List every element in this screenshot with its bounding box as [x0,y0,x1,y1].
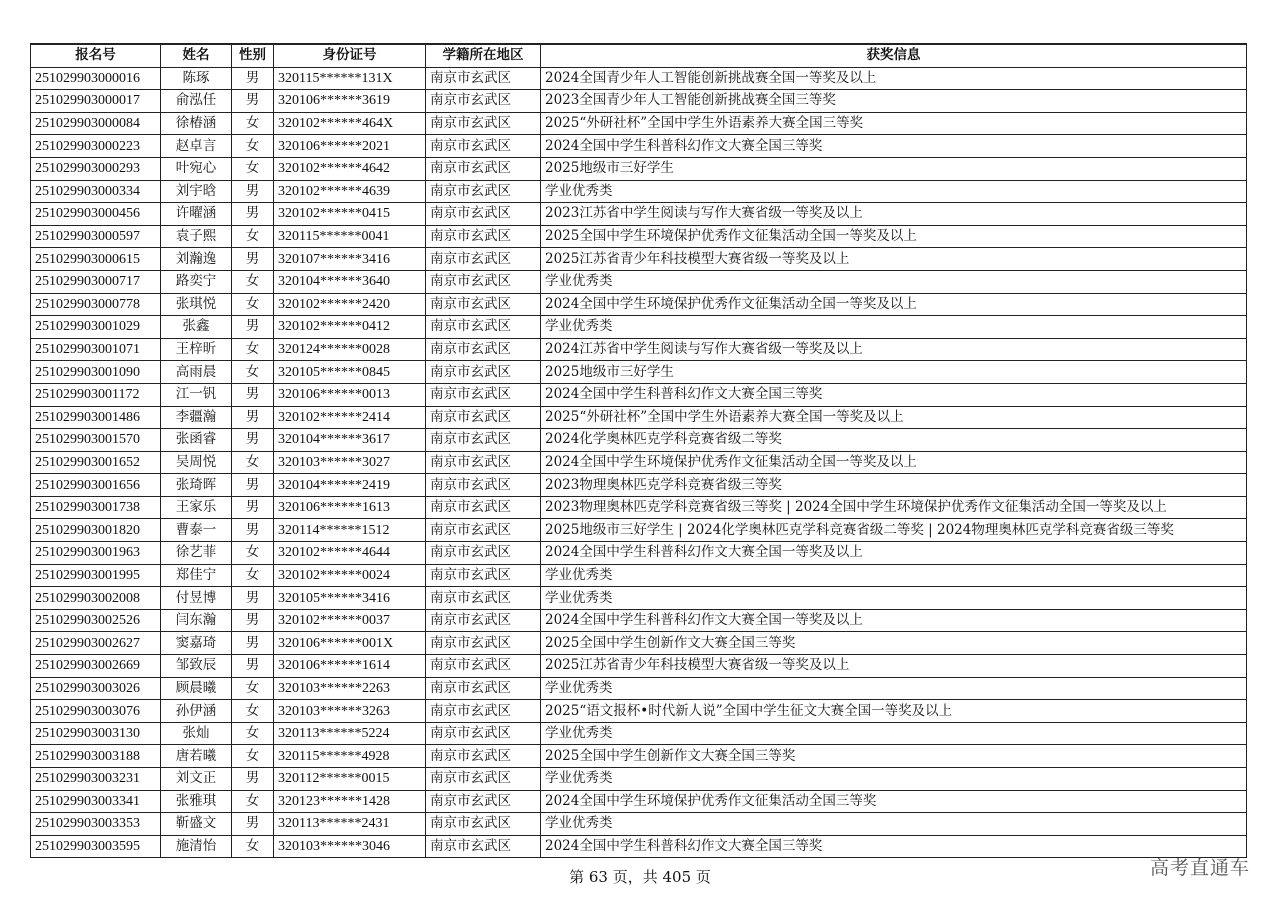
cell-region: 南京市玄武区 [426,67,541,90]
table-row [31,813,1247,836]
cell-gender: 男 [232,632,274,655]
cell-region: 南京市玄武区 [426,338,541,361]
cell-name: 江一钒 [161,383,232,406]
cell-id-card: 320114******1512 [274,519,426,542]
cell-registration-no: 251029903003130 [31,722,161,745]
cell-registration-no: 251029903000084 [31,112,161,135]
cell-name: 赵卓言 [161,135,232,158]
cell-id-card: 320105******0845 [274,361,426,384]
cell-registration-no: 251029903003341 [31,790,161,813]
cell-region: 南京市玄武区 [426,700,541,723]
table-row [31,722,1247,745]
table-row [31,564,1247,587]
cell-gender: 女 [232,722,274,745]
table-row [31,248,1247,271]
cell-region: 南京市玄武区 [426,542,541,565]
cell-awards: 2025“外研社杯”全国中学生外语素养大赛全国三等奖 [541,112,1247,135]
cell-gender: 女 [232,564,274,587]
cell-awards: 学业优秀类 [541,587,1247,610]
cell-name: 窦嘉琦 [161,632,232,655]
cell-region: 南京市玄武区 [426,293,541,316]
cell-id-card: 320104******2419 [274,474,426,497]
header-gender: 性别 [232,44,274,67]
cell-region: 南京市玄武区 [426,677,541,700]
cell-awards: 2023江苏省中学生阅读与写作大赛省级一等奖及以上 [541,203,1247,226]
cell-id-card: 320115******0041 [274,225,426,248]
cell-id-card: 320106******001X [274,632,426,655]
cell-name: 叶宛心 [161,157,232,180]
cell-gender: 女 [232,745,274,768]
cell-region: 南京市玄武区 [426,745,541,768]
cell-name: 孙伊涵 [161,700,232,723]
cell-region: 南京市玄武区 [426,609,541,632]
cell-region: 南京市玄武区 [426,225,541,248]
cell-region: 南京市玄武区 [426,90,541,113]
cell-name: 吴周悦 [161,451,232,474]
cell-awards: 2024全国中学生科普科幻作文大赛全国三等奖 [541,135,1247,158]
cell-gender: 男 [232,383,274,406]
cell-gender: 男 [232,474,274,497]
cell-gender: 男 [232,248,274,271]
cell-region: 南京市玄武区 [426,722,541,745]
cell-awards: 2024全国青少年人工智能创新挑战赛全国一等奖及以上 [541,67,1247,90]
cell-id-card: 320113******5224 [274,722,426,745]
cell-id-card: 320102******4639 [274,180,426,203]
cell-name: 刘文正 [161,768,232,791]
header-awards: 获奖信息 [541,44,1247,67]
cell-region: 南京市玄武区 [426,632,541,655]
table-row [31,406,1247,429]
cell-registration-no: 251029903001995 [31,564,161,587]
cell-name: 李疆瀚 [161,406,232,429]
cell-name: 刘宇晗 [161,180,232,203]
cell-region: 南京市玄武区 [426,316,541,339]
cell-gender: 男 [232,519,274,542]
cell-region: 南京市玄武区 [426,496,541,519]
cell-gender: 女 [232,677,274,700]
table-row [31,225,1247,248]
cell-region: 南京市玄武区 [426,587,541,610]
cell-id-card: 320103******2263 [274,677,426,700]
header-registration-no: 报名号 [31,44,161,67]
table-row [31,632,1247,655]
cell-gender: 女 [232,542,274,565]
cell-id-card: 320112******0015 [274,768,426,791]
cell-region: 南京市玄武区 [426,655,541,678]
header-name: 姓名 [161,44,232,67]
cell-awards: 2023物理奥林匹克学科竞赛省级三等奖 [541,474,1247,497]
cell-awards: 2023物理奥林匹克学科竞赛省级三等奖 | 2024全国中学生环境保护优秀作文征集活动全国一等奖及以上 [541,496,1247,519]
cell-region: 南京市玄武区 [426,768,541,791]
cell-gender: 女 [232,361,274,384]
header-id-card: 身份证号 [274,44,426,67]
table-row [31,112,1247,135]
cell-gender: 女 [232,451,274,474]
cell-name: 王家乐 [161,496,232,519]
cell-gender: 女 [232,293,274,316]
cell-id-card: 320115******4928 [274,745,426,768]
cell-registration-no: 251029903001820 [31,519,161,542]
table-row [31,587,1247,610]
cell-awards: 2025地级市三好学生 | 2024化学奥林匹克学科竞赛省级二等奖 | 2024物理奥林匹克学科竞赛省级三等奖 [541,519,1247,542]
cell-region: 南京市玄武区 [426,180,541,203]
cell-awards: 2023全国青少年人工智能创新挑战赛全国三等奖 [541,90,1247,113]
table-row [31,519,1247,542]
cell-id-card: 320103******3046 [274,835,426,858]
cell-registration-no: 251029903001656 [31,474,161,497]
cell-id-card: 320102******0415 [274,203,426,226]
cell-gender: 男 [232,768,274,791]
cell-id-card: 320104******3617 [274,429,426,452]
cell-gender: 男 [232,813,274,836]
cell-id-card: 320106******3619 [274,90,426,113]
cell-name: 袁子熙 [161,225,232,248]
table-row [31,700,1247,723]
cell-id-card: 320102******464X [274,112,426,135]
table-row [31,768,1247,791]
cell-region: 南京市玄武区 [426,564,541,587]
cell-awards: 2025江苏省青少年科技模型大赛省级一等奖及以上 [541,655,1247,678]
cell-gender: 女 [232,225,274,248]
cell-awards: 学业优秀类 [541,768,1247,791]
cell-name: 徐椿涵 [161,112,232,135]
cell-gender: 男 [232,655,274,678]
cell-gender: 男 [232,90,274,113]
cell-region: 南京市玄武区 [426,361,541,384]
cell-gender: 女 [232,790,274,813]
cell-registration-no: 251029903000016 [31,67,161,90]
cell-name: 曹泰一 [161,519,232,542]
table-row [31,835,1247,858]
cell-id-card: 320106******0013 [274,383,426,406]
roster-table [30,43,1247,858]
table-body [31,67,1247,858]
cell-registration-no: 251029903000456 [31,203,161,226]
cell-awards: 学业优秀类 [541,180,1247,203]
cell-registration-no: 251029903001486 [31,406,161,429]
cell-id-card: 320113******2431 [274,813,426,836]
cell-region: 南京市玄武区 [426,429,541,452]
cell-region: 南京市玄武区 [426,157,541,180]
table-row [31,474,1247,497]
table-row [31,316,1247,339]
cell-name: 张函睿 [161,429,232,452]
cell-name: 施清怡 [161,835,232,858]
cell-awards: 2024全国中学生科普科幻作文大赛全国一等奖及以上 [541,609,1247,632]
cell-region: 南京市玄武区 [426,203,541,226]
table-row [31,203,1247,226]
cell-id-card: 320102******2414 [274,406,426,429]
cell-region: 南京市玄武区 [426,474,541,497]
cell-name: 俞泓任 [161,90,232,113]
cell-awards: 2024全国中学生环境保护优秀作文征集活动全国一等奖及以上 [541,293,1247,316]
cell-gender: 男 [232,496,274,519]
page-number: 第 63 页，共 405 页 [569,868,711,886]
cell-id-card: 320106******1613 [274,496,426,519]
cell-gender: 女 [232,338,274,361]
table-row [31,542,1247,565]
cell-name: 付昱博 [161,587,232,610]
cell-region: 南京市玄武区 [426,270,541,293]
table-row [31,609,1247,632]
cell-name: 路奕宁 [161,270,232,293]
cell-awards: 学业优秀类 [541,564,1247,587]
cell-id-card: 320102******4644 [274,542,426,565]
cell-region: 南京市玄武区 [426,835,541,858]
cell-id-card: 320107******3416 [274,248,426,271]
cell-awards: 2024全国中学生环境保护优秀作文征集活动全国一等奖及以上 [541,451,1247,474]
cell-name: 靳盛文 [161,813,232,836]
table-row [31,361,1247,384]
header-region: 学籍所在地区 [426,44,541,67]
cell-name: 张鑫 [161,316,232,339]
cell-gender: 男 [232,316,274,339]
table-row [31,338,1247,361]
table-row [31,135,1247,158]
cell-awards: 2024全国中学生环境保护优秀作文征集活动全国三等奖 [541,790,1247,813]
cell-id-card: 320102******0412 [274,316,426,339]
table-row [31,180,1247,203]
cell-name: 徐艺菲 [161,542,232,565]
cell-id-card: 320115******131X [274,67,426,90]
cell-gender: 男 [232,587,274,610]
cell-region: 南京市玄武区 [426,112,541,135]
cell-region: 南京市玄武区 [426,813,541,836]
cell-id-card: 320104******3640 [274,270,426,293]
cell-gender: 女 [232,835,274,858]
cell-name: 顾晨曦 [161,677,232,700]
cell-name: 闫东瀚 [161,609,232,632]
cell-registration-no: 251029903000017 [31,90,161,113]
cell-registration-no: 251029903003188 [31,745,161,768]
cell-gender: 女 [232,270,274,293]
cell-gender: 男 [232,67,274,90]
table-row [31,677,1247,700]
cell-id-card: 320106******2021 [274,135,426,158]
cell-registration-no: 251029903003076 [31,700,161,723]
cell-awards: 2024化学奥林匹克学科竞赛省级二等奖 [541,429,1247,452]
cell-region: 南京市玄武区 [426,519,541,542]
cell-registration-no: 251029903000717 [31,270,161,293]
cell-gender: 男 [232,203,274,226]
cell-id-card: 320103******3263 [274,700,426,723]
cell-name: 邹致辰 [161,655,232,678]
cell-name: 陈琢 [161,67,232,90]
cell-gender: 女 [232,700,274,723]
cell-registration-no: 251029903001172 [31,383,161,406]
cell-name: 张琦晖 [161,474,232,497]
table-row [31,496,1247,519]
cell-registration-no: 251029903001652 [31,451,161,474]
cell-registration-no: 251029903000293 [31,157,161,180]
cell-id-card: 320123******1428 [274,790,426,813]
cell-gender: 女 [232,112,274,135]
cell-registration-no: 251029903003595 [31,835,161,858]
cell-region: 南京市玄武区 [426,406,541,429]
cell-awards: 学业优秀类 [541,270,1247,293]
cell-registration-no: 251029903001090 [31,361,161,384]
cell-registration-no: 251029903001963 [31,542,161,565]
cell-registration-no: 251029903002008 [31,587,161,610]
cell-awards: 2025地级市三好学生 [541,157,1247,180]
cell-registration-no: 251029903000597 [31,225,161,248]
cell-gender: 男 [232,406,274,429]
cell-registration-no: 251029903002526 [31,609,161,632]
cell-id-card: 320103******3027 [274,451,426,474]
cell-awards: 2025江苏省青少年科技模型大赛省级一等奖及以上 [541,248,1247,271]
cell-name: 郑佳宁 [161,564,232,587]
cell-gender: 女 [232,135,274,158]
table-row [31,451,1247,474]
cell-registration-no: 251029903000334 [31,180,161,203]
cell-id-card: 320102******4642 [274,157,426,180]
cell-registration-no: 251029903000615 [31,248,161,271]
table-row [31,67,1247,90]
cell-name: 张灿 [161,722,232,745]
cell-awards: 2024全国中学生科普科幻作文大赛全国三等奖 [541,835,1247,858]
cell-id-card: 320105******3416 [274,587,426,610]
cell-awards: 2025全国中学生环境保护优秀作文征集活动全国一等奖及以上 [541,225,1247,248]
table-row [31,270,1247,293]
cell-gender: 男 [232,609,274,632]
cell-awards: 2025“外研社杯”全国中学生外语素养大赛全国一等奖及以上 [541,406,1247,429]
cell-id-card: 320102******0037 [274,609,426,632]
table-row [31,90,1247,113]
cell-awards: 2024江苏省中学生阅读与写作大赛省级一等奖及以上 [541,338,1247,361]
cell-id-card: 320102******0024 [274,564,426,587]
cell-awards: 2025全国中学生创新作文大赛全国三等奖 [541,745,1247,768]
table-row [31,157,1247,180]
cell-name: 张雅琪 [161,790,232,813]
cell-id-card: 320106******1614 [274,655,426,678]
cell-awards: 2024全国中学生科普科幻作文大赛全国三等奖 [541,383,1247,406]
table-row [31,745,1247,768]
cell-gender: 男 [232,180,274,203]
cell-awards: 2025全国中学生创新作文大赛全国三等奖 [541,632,1247,655]
cell-registration-no: 251029903000778 [31,293,161,316]
cell-id-card: 320124******0028 [274,338,426,361]
table-header-row [31,44,1247,67]
cell-registration-no: 251029903003353 [31,813,161,836]
table-row [31,790,1247,813]
cell-name: 王梓昕 [161,338,232,361]
cell-registration-no: 251029903001570 [31,429,161,452]
cell-name: 刘瀚逸 [161,248,232,271]
table-row [31,293,1247,316]
cell-region: 南京市玄武区 [426,451,541,474]
cell-registration-no: 251029903001029 [31,316,161,339]
cell-awards: 学业优秀类 [541,813,1247,836]
cell-gender: 女 [232,157,274,180]
cell-registration-no: 251029903002669 [31,655,161,678]
watermark-logo: 高考直通车 [1149,857,1250,879]
cell-name: 唐若曦 [161,745,232,768]
cell-registration-no: 251029903000223 [31,135,161,158]
cell-registration-no: 251029903003231 [31,768,161,791]
table-row [31,383,1247,406]
cell-awards: 学业优秀类 [541,722,1247,745]
cell-awards: 2025地级市三好学生 [541,361,1247,384]
cell-awards: 2024全国中学生科普科幻作文大赛全国一等奖及以上 [541,542,1247,565]
cell-gender: 男 [232,429,274,452]
cell-registration-no: 251029903001738 [31,496,161,519]
table-row [31,429,1247,452]
cell-registration-no: 251029903002627 [31,632,161,655]
cell-region: 南京市玄武区 [426,383,541,406]
table-row [31,655,1247,678]
cell-name: 高雨晨 [161,361,232,384]
cell-region: 南京市玄武区 [426,790,541,813]
cell-awards: 学业优秀类 [541,316,1247,339]
cell-region: 南京市玄武区 [426,135,541,158]
cell-name: 许曜涵 [161,203,232,226]
cell-awards: 2025“语文报杯•时代新人说”全国中学生征文大赛全国一等奖及以上 [541,700,1247,723]
cell-region: 南京市玄武区 [426,248,541,271]
cell-id-card: 320102******2420 [274,293,426,316]
cell-registration-no: 251029903001071 [31,338,161,361]
cell-awards: 学业优秀类 [541,677,1247,700]
cell-registration-no: 251029903003026 [31,677,161,700]
cell-name: 张琪悦 [161,293,232,316]
